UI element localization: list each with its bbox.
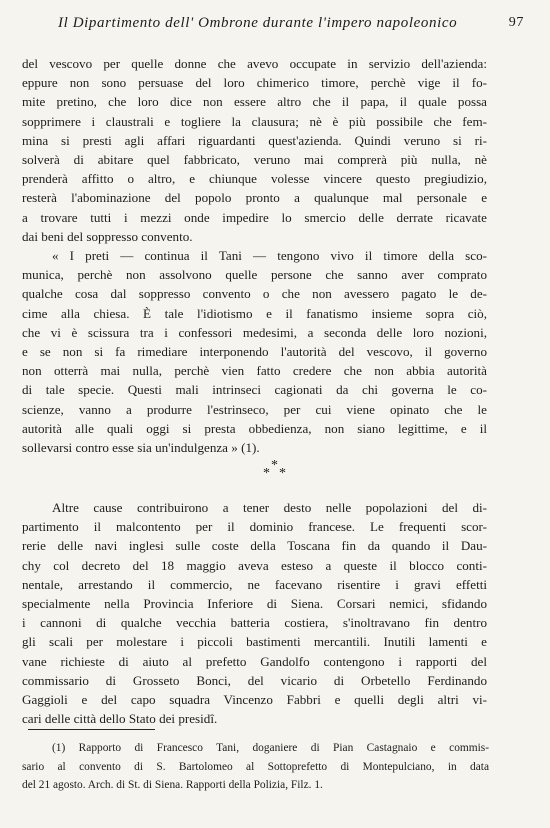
footnote-line: (1) Rapporto di Francesco Tani, doganiere di Pian Castagnaio e commis- (52, 742, 489, 754)
text-line: eppure non sono persuase del loro chimerico timore, perchè vige il fo- (22, 75, 487, 91)
running-title: Il Dipartimento dell' Ombrone durante l'impero napoleonico (58, 15, 458, 31)
text-line: non otterrà mai nulla, perchè vien fatto credere che non abbia autorità (22, 363, 487, 379)
text-line: mite pretino, che loro dice non essere altro che il papa, il quale possa (22, 94, 487, 110)
footnote (22, 739, 489, 795)
text-line: prenderà affitto o altro, e chiunque volesse vincere questo pregiudizio, (22, 171, 487, 187)
text-line: cari delle città dello Stato dei presidî. (22, 711, 218, 727)
body-text-upper (22, 54, 487, 457)
paragraph-2 (22, 246, 487, 457)
text-line: commissario di Grosseto Bonci, del vicario di Orbetello Ferdinando (22, 672, 487, 688)
text-line: mina si presti agli affari riguardanti quest'azienda. Quindi veruno si ri- (22, 132, 487, 148)
text-line: vane richieste di aiuto al prefetto Gandolfo contengono i rapporti del (22, 653, 487, 669)
text-line: e se non si fa rimediare interponendo l'autorità del vescovo, il governo (22, 344, 487, 360)
text-line: munica, perchè non assolvono quelle persone che sanno aver comprato (22, 267, 487, 283)
text-line: resterà l'abominazione del popolo pronto a qualunque mal personale e (22, 190, 487, 206)
text-line: sopprimere i claustrali e togliere la clausura; nè è più possibile che fem- (22, 113, 487, 129)
section-break (0, 459, 550, 488)
footnote-line: sario al convento di S. Bartolomeo al Sottoprefetto di Montepulciano, in data (22, 760, 489, 773)
text-line: chy col decreto del 18 maggio aveva esteso a queste il blocco conti- (22, 557, 487, 573)
footnote-divider (28, 729, 155, 730)
text-line: Altre cause contribuirono a tener desto nelle popolazioni del di- (52, 500, 487, 515)
text-line: partimento il malcontento per il dominio francese. Le frequenti scor- (22, 519, 487, 535)
running-head (58, 15, 524, 37)
text-line: del vescovo per quelle donne che avevo occupate in servizio dell'azienda: (22, 56, 487, 71)
text-line: dai beni del soppresso convento. (22, 228, 193, 244)
asterisk: * (279, 466, 286, 481)
text-line: Gaggioli e del capo squadra Vincenzo Fabbri e quelli degli altri vi- (22, 692, 487, 708)
page-number: 97 (508, 15, 524, 30)
text-line: a trovare tutti i mezzi onde impedire lo smercio delle derrate ricavate (22, 209, 487, 225)
text-line: qualche cosa dal soppresso convento o che non avessero pagato le de- (22, 286, 487, 302)
text-line: nentale, arrestando il commercio, ne facevano risentire i gravi effetti (22, 576, 487, 592)
text-line: solverà di abitare quel fabbricato, veruno mai comprerà più nulla, nè (22, 152, 487, 168)
asterisk: * (271, 458, 278, 473)
asterisk: * (263, 466, 270, 481)
text-line: sollevarsi contro esse sia un'indulgenza » (1). (22, 440, 260, 456)
text-line: di tale specie. Questi mali intrinseci cagionati da chi governa le co- (22, 382, 487, 398)
asterism (262, 459, 288, 483)
body-text-lower (22, 498, 487, 728)
text-line: specialmente nella Provincia Inferiore di Siena. Corsari nemici, sfidando (22, 596, 487, 612)
text-line: cime alla chiesa. È tale l'idiotismo e il fanatismo insieme sopra ciò, (22, 305, 487, 321)
text-line: « I preti — continua il Tani — tengono vivo il timore della sco- (52, 248, 487, 264)
text-line: gli scali per molestare i piccoli bastimenti mercantili. Inutili lamenti e (22, 634, 487, 650)
text-line: che vi è scissura tra i confessori medesimi, a seconda delle loro nozioni, (22, 324, 487, 340)
text-line: scienze, vanno a produrre l'estrinseco, per cui viene opinato che le (22, 401, 487, 417)
text-line: autorità alle quali oggi si presta obbedienza, non siano legittime, e il (22, 420, 487, 436)
text-line: i cannoni di qualche vecchia batteria costiera, s'inoltravano fin dentro (22, 615, 487, 631)
paragraph-3 (22, 498, 487, 728)
text-line: rerie delle navi inglesi sulle coste della Toscana fin da quando il Dau- (22, 538, 487, 554)
paragraph-1 (22, 54, 487, 246)
footnote-line: del 21 agosto. Arch. di St. di Siena. Rapporti della Polizia, Filz. 1. (22, 779, 323, 792)
